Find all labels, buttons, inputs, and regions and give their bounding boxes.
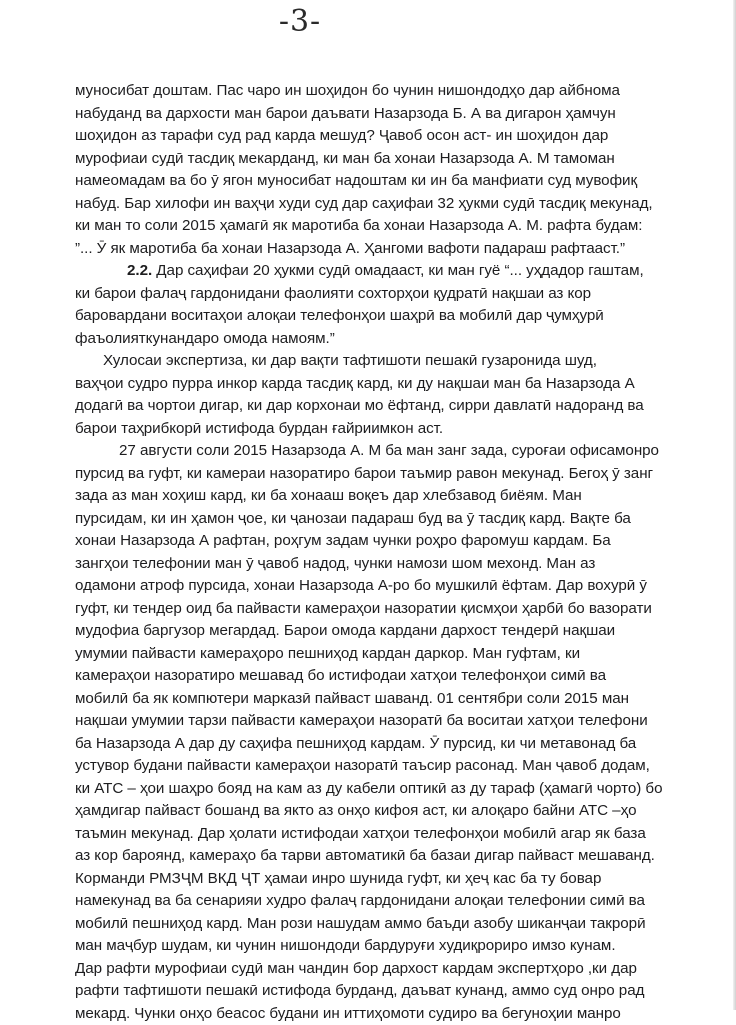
text-line <box>75 868 675 891</box>
text-line <box>75 1003 675 1025</box>
line-text: таъмин мекунад. Дар ҳолати истифодаи хатҳои телефонҳои мобилӣ агар як база <box>75 825 646 842</box>
line-text: Дар саҳифаи 20 ҳукми судӣ омадааст, ки ман гуё “... уҳдадор гаштам, <box>152 262 644 279</box>
text-line <box>75 733 675 756</box>
line-text: нақшаи умумии тарзи пайвасти камераҳои назоратӣ ба воситаи хатҳои телефони <box>75 712 648 729</box>
line-text: мудофиа баргузор мегардад. Барои омода кардани дархост тендерӣ нақшаи <box>75 622 615 639</box>
text-line <box>75 395 675 418</box>
line-text: Хулосаи экспертиза, ки дар вақти тафтишоти пешакӣ гузаронида шуд, <box>103 352 597 369</box>
text-line <box>75 508 675 531</box>
line-text: гуфт, ки тендер оид ба пайвасти камераҳои назоратии қисмҳои ҳарбӣ бо вазорати <box>75 600 652 617</box>
text-line <box>75 890 675 913</box>
line-text: ман маҷбур шудам, ки чунин нишондоди бардуруғи худиқрориро имзо кунам. <box>75 937 616 954</box>
text-line <box>75 80 675 103</box>
line-text: рафти тафтишоти пешакӣ истифода бурданд, даъват кунанд, аммо суд онро рад <box>75 982 644 999</box>
line-text: ки ман то соли 2015 ҳамагӣ як маротиба ба хонаи Назарзода А. М. рафта будам: <box>75 217 642 234</box>
line-text: барои таҳрибкорӣ истифода бурдан ғайриимкон аст. <box>75 420 443 437</box>
line-text: камераҳои назоратиро мешавад бо истифодаи хатҳои телефонҳои симӣ ва <box>75 667 606 684</box>
line-text: намеомадам ва бо ӯ ягон муносибат надоштам ки ин ба манфиати суд мувофиқ <box>75 172 637 189</box>
text-line <box>75 688 675 711</box>
document-body <box>75 80 675 1025</box>
text-line <box>75 328 675 351</box>
text-line <box>75 373 675 396</box>
line-text: умумии пайвасти камераҳоро пешниҳод кардан даркор. Ман гуфтам, ки <box>75 645 580 662</box>
line-text: зангҳои телефонии ман ӯ ҷавоб надод, чунки намози шом мехонд. Ман аз <box>75 555 595 572</box>
text-line <box>75 598 675 621</box>
line-text: муносибат доштам. Пас чаро ин шоҳидон бо чунин нишондодҳо дар айбнома <box>75 82 620 99</box>
line-text: 27 августи соли 2015 Назарзода А. М ба ман занг зада, суроғаи офисамонро <box>119 442 659 459</box>
line-text: ки АТС – ҳои шаҳро бояд на кам аз ду кабели оптикӣ аз ду тараф (ҳамагӣ чорто) бо <box>75 780 662 797</box>
line-text: намекунад ва ба сенарияи худро фалаҷ гардонидани алоқаи телефонии симӣ ва <box>75 892 645 909</box>
line-text: Дар рафти мурофиаи судӣ ман чандин бор дархост кардам экспертҳоро ,ки дар <box>75 960 637 977</box>
line-text: устувор будани пайвасти камераҳои назоратӣ таъсир расонад. Ман ҷавоб додам, <box>75 757 650 774</box>
section-number: 2.2. <box>127 262 152 279</box>
text-line <box>75 620 675 643</box>
text-line <box>75 463 675 486</box>
line-text: мурофиаи судӣ тасдиқ мекарданд, ки ман ба хонаи Назарзода А. М тамоман <box>75 150 615 167</box>
text-line <box>75 103 675 126</box>
text-line <box>75 553 675 576</box>
text-line <box>75 350 675 373</box>
text-line <box>75 845 675 868</box>
line-text: мобилӣ ба як компютери марказӣ пайваст шаванд. 01 сентябри соли 2015 ман <box>75 690 629 707</box>
text-line <box>75 148 675 171</box>
text-line <box>75 823 675 846</box>
text-line <box>75 305 675 328</box>
text-line <box>75 665 675 688</box>
text-line <box>75 260 675 283</box>
text-line <box>75 418 675 441</box>
line-text: Корманди РМЗҶМ ВКД ҶТ ҳамаи инро шунида гуфт, ки ҳеҷ кас ба ту бовар <box>75 870 601 887</box>
text-line <box>75 440 675 463</box>
text-line <box>75 575 675 598</box>
text-line <box>75 643 675 666</box>
line-text: додагӣ ва чортои дигар, ки дар корхонаи мо ёфтанд, сирри давлатӣ надоранд ва <box>75 397 644 414</box>
line-text: хонаи Назарзода А рафтан, роҳгум задам чунки роҳро фаромуш кардам. Ба <box>75 532 611 549</box>
line-text: мекард. Чунки онҳо беасос будани ин иттиҳомоти судиро ва бегуноҳии манро <box>75 1005 621 1022</box>
text-line <box>75 283 675 306</box>
line-text: фаъолияткунандаро омода намоям.” <box>75 330 335 347</box>
text-line <box>75 170 675 193</box>
line-text: мобилӣ пешниҳод кард. Ман рози нашудам аммо баъди азобу шиканҷаи такрорӣ <box>75 915 646 932</box>
line-text: набуд. Бар хилофи ин ваҳҷи худи суд дар саҳифаи 32 ҳукми судӣ тасдиқ мекунад, <box>75 195 653 212</box>
line-text: ҳамдигар пайваст бошанд ва якто аз онҳо кифоя аст, ки алоқаро байни АТС –ҳо <box>75 802 637 819</box>
line-text: ”... Ӯ як маротиба ба хонаи Назарзода А. Ҳангоми вафоти падараш рафтааст.” <box>75 240 625 257</box>
text-line <box>75 778 675 801</box>
line-text: одамони атроф пурсида, хонаи Назарзода А-ро бо мушкилӣ ёфтам. Дар вохурӣ ӯ <box>75 577 647 594</box>
line-text: баровардани воситаҳои алоқаи телефонҳои шаҳрӣ ва мобилӣ дар ҷумҳурӣ <box>75 307 604 324</box>
line-text: зада аз ман хоҳиш кард, ки ба хонааш воқеъ дар хлебзавод биёям. Ман <box>75 487 582 504</box>
text-line <box>75 935 675 958</box>
line-text: ваҳҷои судро пурра инкор карда тасдиқ кард, ки ду нақшаи ман ба Назарзода А <box>75 375 635 392</box>
text-line <box>75 530 675 553</box>
text-line <box>75 958 675 981</box>
line-text: пурсид ва гуфт, ки камераи назоратиро барои таъмир равон мекунад. Бегоҳ ӯ занг <box>75 465 653 482</box>
text-line <box>75 980 675 1003</box>
text-line <box>75 125 675 148</box>
text-line <box>75 485 675 508</box>
text-line <box>75 238 675 261</box>
text-line <box>75 710 675 733</box>
line-text: ки барои фалаҷ гардонидани фаолияти сохторҳои қудратӣ нақшаи аз кор <box>75 285 591 302</box>
line-text: аз кор бароянд, камераҳо ба тарви автоматикӣ ба базаи дигар пайваст мешаванд. <box>75 847 655 864</box>
text-line <box>75 215 675 238</box>
page-number: -3- <box>0 4 600 39</box>
text-line <box>75 913 675 936</box>
line-text: пурсидам, ки ин ҳамон ҷое, ки ҷанозаи падараш буд ва ӯ тасдиқ кард. Вақте ба <box>75 510 631 527</box>
line-text: набуданд ва дархости ман барои даъвати Назарзода Б. А ва дигарон ҳамчун <box>75 105 616 122</box>
text-line <box>75 193 675 216</box>
text-line <box>75 755 675 778</box>
line-text: шоҳидон аз тарафи суд рад карда мешуд? Ҷавоб осон аст- ин шоҳидон дар <box>75 127 608 144</box>
text-line <box>75 800 675 823</box>
line-text: ба Назарзода А дар ду саҳифа пешниҳод кардам. Ӯ пурсид, ки чи метавонад ба <box>75 735 636 752</box>
